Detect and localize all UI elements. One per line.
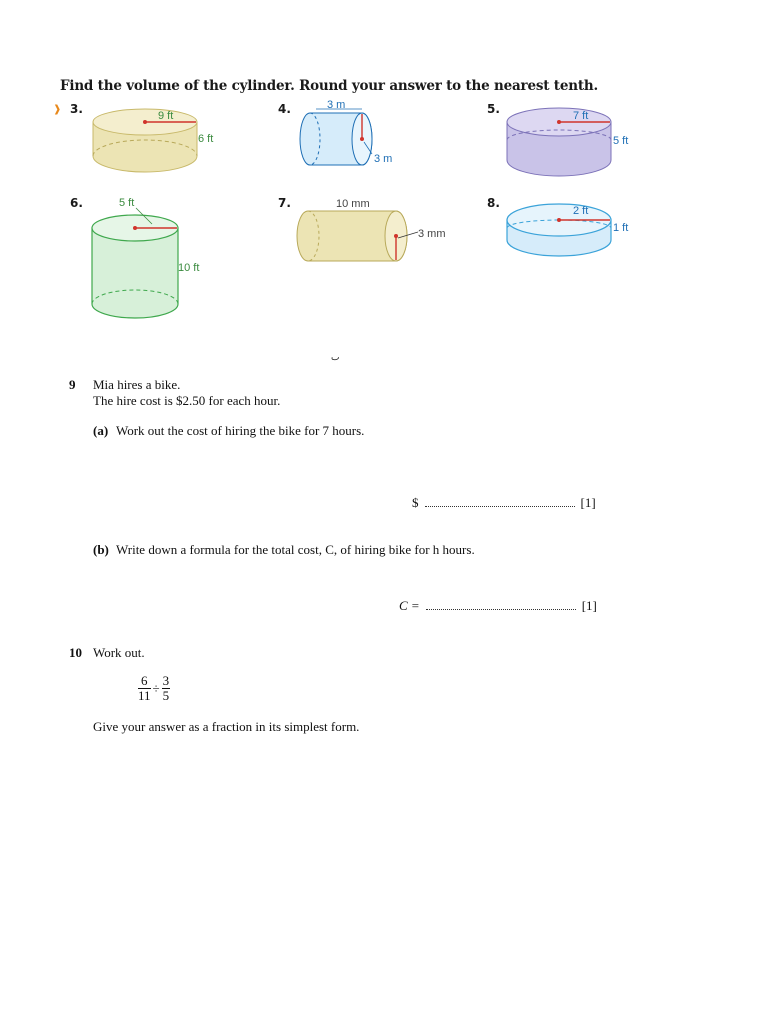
denominator: 5 bbox=[162, 688, 170, 703]
cylinder-figure-3 bbox=[88, 104, 228, 180]
height-label: 6 ft bbox=[198, 133, 214, 145]
radius-label: 7 ft bbox=[573, 110, 589, 122]
problem-number-7: 7. bbox=[278, 196, 291, 210]
problem-number-8: 8. bbox=[487, 196, 500, 210]
numerator: 6 bbox=[138, 674, 151, 689]
marks: [1] bbox=[581, 598, 597, 613]
radius-label: 3 m bbox=[374, 153, 393, 165]
q9b-answer-line bbox=[399, 598, 597, 614]
page-title: Find the volume of the cylinder. Round your answer to the nearest tenth. bbox=[60, 78, 598, 94]
denominator: 11 bbox=[138, 688, 151, 703]
q9a-label: (a) bbox=[93, 423, 109, 438]
numerator: 3 bbox=[162, 673, 170, 688]
height-label: 1 ft bbox=[613, 222, 629, 234]
radius-label: 9 ft bbox=[158, 110, 174, 122]
fraction-expression bbox=[138, 674, 170, 703]
q10-instruction: Give your answer as a fraction in its simplest form. bbox=[93, 719, 360, 734]
divide-operator: ÷ bbox=[152, 680, 160, 696]
cylinder-figure-6 bbox=[88, 196, 218, 326]
height-label: 10 ft bbox=[178, 262, 200, 274]
q10-text: Work out. bbox=[93, 645, 145, 660]
cylinder-figure-5 bbox=[503, 104, 643, 180]
q9-line1: Mia hires a bike. bbox=[93, 377, 181, 392]
problem-number-4: 4. bbox=[278, 102, 291, 116]
radius-label: 3 mm bbox=[418, 228, 446, 240]
question-number-9: 9 bbox=[69, 377, 76, 392]
formula-prefix: C = bbox=[399, 598, 420, 613]
length-label: 10 mm bbox=[336, 198, 370, 210]
q9a-text: Work out the cost of hiring the bike for 7 hours. bbox=[116, 423, 365, 438]
height-label: 5 ft bbox=[613, 135, 629, 147]
radius-label: 5 ft bbox=[119, 197, 135, 209]
q9b-text: Write down a formula for the total cost, C, of hiring bike for h hours. bbox=[116, 542, 475, 557]
cylinder-figure-7 bbox=[296, 196, 456, 266]
marks: [1] bbox=[580, 495, 596, 510]
q9-line2: The hire cost is $2.50 for each hour. bbox=[93, 393, 281, 408]
q9a-answer-line bbox=[412, 495, 596, 511]
answer-field[interactable] bbox=[426, 599, 576, 610]
answer-field[interactable] bbox=[425, 496, 575, 507]
problem-number-6: 6. bbox=[70, 196, 83, 210]
length-label: 3 m bbox=[327, 99, 346, 111]
currency-symbol: $ bbox=[412, 495, 419, 510]
problem-number-3: 3. bbox=[70, 102, 83, 116]
q9b-label: (b) bbox=[93, 542, 109, 557]
problem-number-5: 5. bbox=[487, 102, 500, 116]
section-marker-icon: ❱ bbox=[53, 104, 62, 115]
cylinder-figure-8 bbox=[503, 196, 653, 266]
cylinder-figure-4 bbox=[296, 98, 416, 172]
stray-mark: ٮ bbox=[331, 352, 340, 362]
radius-label: 2 ft bbox=[573, 205, 589, 217]
question-number-10: 10 bbox=[69, 645, 82, 660]
